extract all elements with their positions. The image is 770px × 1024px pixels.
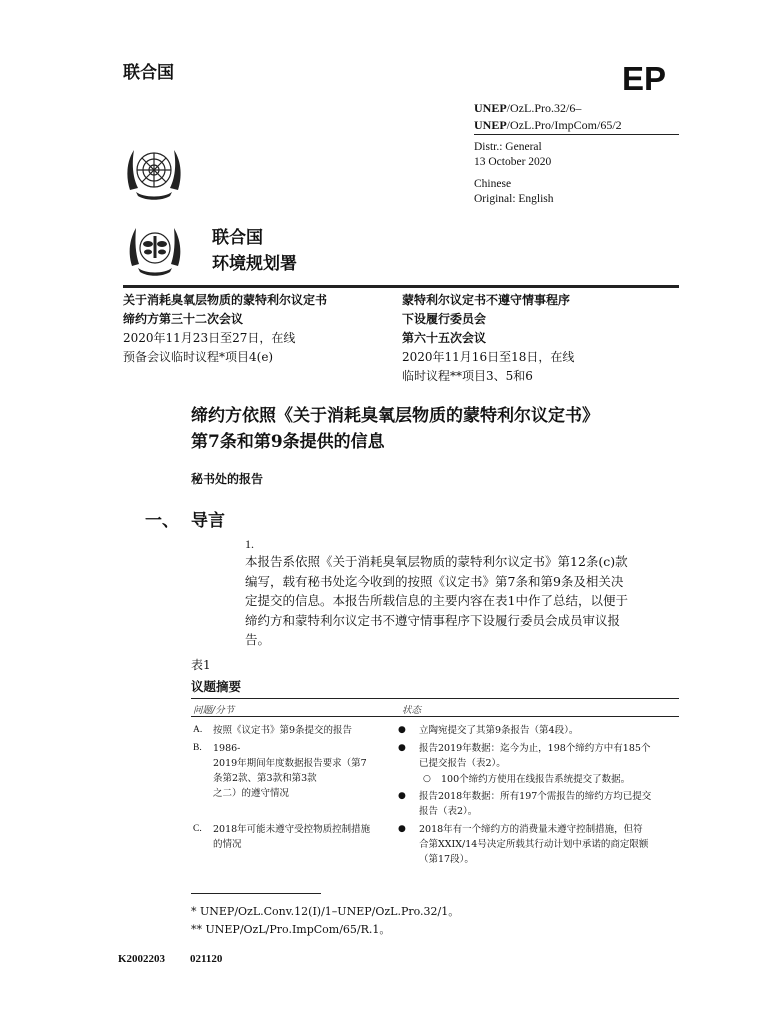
impcom-line5: 临时议程**项目3、5和6 xyxy=(402,369,533,383)
row-letter: B. xyxy=(193,743,202,753)
paragraph-text xyxy=(245,552,685,650)
bullet-icon: ● xyxy=(398,824,406,834)
status-line: 已提交报告（表2）。 xyxy=(419,758,506,769)
issue-line: 之二）的遵守情况 xyxy=(213,788,290,799)
row-issue xyxy=(213,741,391,801)
status-line: 合第XXIX/14号决定所载其行动计划中承诺的商定限额 xyxy=(419,839,649,850)
document-title-line2: 第7条和第9条提供的信息 xyxy=(191,432,385,452)
section-title: 导言 xyxy=(191,511,225,531)
paragraph-line: 缔约方和蒙特利尔议定书不遵守情事程序下设履行委员会成员审议报 xyxy=(245,612,621,628)
footnote-2: ** UNEP/OzL/Pro.ImpCom/65/R.1。 xyxy=(191,923,391,936)
bullet-icon: ● xyxy=(398,725,406,735)
mop-line2: 缔约方第三十二次会议 xyxy=(123,312,244,326)
row-status-sub xyxy=(441,772,679,787)
row-status xyxy=(419,822,679,867)
meeting-rule xyxy=(123,285,679,288)
row-issue xyxy=(213,822,391,852)
issue-line: 条第2款、第3款和第3款 xyxy=(213,773,317,784)
footnote-rule xyxy=(191,893,321,894)
un-emblem xyxy=(122,140,186,204)
organization-label: 联合国 xyxy=(123,63,174,83)
status-line: （第17段）。 xyxy=(419,854,474,865)
paragraph-line: 定提交的信息。本报告所载信息的主要内容在表1中作了总结，以便于 xyxy=(245,593,628,608)
column-header-status: 状态 xyxy=(402,705,422,716)
issue-date: 13 October 2020 xyxy=(474,156,552,168)
document-symbols xyxy=(474,100,622,134)
footnote-1: * UNEP/OzL.Conv.12(I)/1–UNEP/OzL.Pro.32/1。 xyxy=(191,905,460,918)
table-top-rule xyxy=(191,698,679,699)
table-label: 表1 xyxy=(191,658,211,672)
issue-line: 1986- xyxy=(213,743,241,754)
column-header-issue: 问题/分节 xyxy=(193,705,235,716)
paragraph-line: 编写，载有秘书处迄今收到的按照《议定书》第7条和第9条及相关决 xyxy=(245,573,624,589)
document-title-line1: 缔约方依照《关于消耗臭氧层物质的蒙特利尔议定书》 xyxy=(191,406,599,426)
issue-line: 的情况 xyxy=(213,839,242,850)
table-title: 议题摘要 xyxy=(191,679,242,694)
issue-line: 2018年可能未遵守受控物质控制措施 xyxy=(213,824,371,835)
language-block xyxy=(474,177,554,207)
issue-line: 2019年期间年度数据报告要求（第7 xyxy=(213,758,367,769)
row-status xyxy=(419,723,679,738)
row-status xyxy=(419,789,679,819)
row-status xyxy=(419,741,679,771)
status-line: 报告2019年数据：迄今为止，198个缔约方中有185个 xyxy=(419,743,651,754)
distribution-block xyxy=(474,140,551,170)
impcom-line2: 下设履行委员会 xyxy=(402,312,487,326)
job-number: K2002203 xyxy=(118,953,166,965)
unep-title xyxy=(212,225,297,277)
mop-line4: 预备会议临时议程*项目4(e) xyxy=(123,350,274,364)
unep-emblem xyxy=(126,220,184,278)
language-code: EP xyxy=(622,60,667,97)
mop-line3: 2020年11月23日至27日，在线 xyxy=(123,331,296,345)
language: Chinese xyxy=(474,178,512,190)
section-number: 一、 xyxy=(145,511,179,531)
report-by: 秘书处的报告 xyxy=(191,472,264,486)
unep-title-line2: 环境规划署 xyxy=(212,254,297,274)
document-symbol-1: UNEP/OzL.Pro.32/6– xyxy=(474,101,582,115)
impcom-line4: 2020年11月16日至18日，在线 xyxy=(402,350,575,364)
document-symbol-2: UNEP/OzL.Pro/ImpCom/65/2 xyxy=(474,118,622,132)
mop-line1: 关于消耗臭氧层物质的蒙特利尔议定书 xyxy=(123,293,328,307)
table-header-rule xyxy=(191,716,679,717)
header-rule-short xyxy=(474,134,679,135)
status-line: 立陶宛提交了其第9条报告（第4段）。 xyxy=(419,725,579,736)
circle-bullet-icon: ○ xyxy=(423,774,431,784)
impcom-line3: 第六十五次会议 xyxy=(402,331,487,345)
original-language: Original: English xyxy=(474,193,554,205)
status-line: 2018年有一个缔约方的消费量未遵守控制措施，但符 xyxy=(419,824,643,835)
date-code: 021120 xyxy=(190,953,223,965)
distribution: Distr.: General xyxy=(474,141,542,153)
bullet-icon: ● xyxy=(398,743,406,753)
bullet-icon: ● xyxy=(398,791,406,801)
mop-meeting-info xyxy=(123,291,391,367)
paragraph-line: 本报告系依照《关于消耗臭氧层物质的蒙特利尔议定书》第12条(c)款 xyxy=(245,554,628,569)
row-letter: C. xyxy=(193,824,202,834)
status-line: 报告2018年数据：所有197个需报告的缔约方均已提交 xyxy=(419,791,652,802)
issue-line: 按照《议定书》第9条提交的报告 xyxy=(213,725,353,736)
unep-title-line1: 联合国 xyxy=(212,228,263,248)
impcom-meeting-info xyxy=(402,291,662,386)
paragraph-line: 告。 xyxy=(245,632,271,647)
paragraph-number: 1. xyxy=(245,537,254,551)
impcom-line1: 蒙特利尔议定书不遵守情事程序 xyxy=(402,293,571,307)
row-letter: A. xyxy=(193,725,203,735)
status-line: 报告（表2）。 xyxy=(419,806,478,817)
row-issue xyxy=(213,723,391,738)
document-title xyxy=(191,403,599,455)
status-line: 100个缔约方使用在线报告系统提交了数据。 xyxy=(441,774,631,785)
